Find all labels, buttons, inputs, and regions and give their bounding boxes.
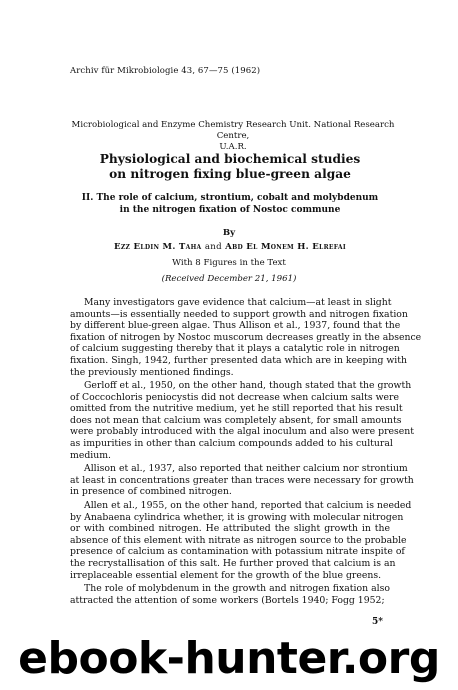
- text-line: attracted the attention of some workers (Bortels 1940; Fogg 1952;: [70, 594, 385, 606]
- title-line: on nitrogen fixing blue-green algae: [109, 167, 351, 181]
- body-paragraph: [70, 583, 390, 606]
- figures-note: With 8 Figures in the Text: [172, 258, 286, 268]
- affiliation-line: U.A.R.: [219, 142, 247, 152]
- text-line: amounts—is essentially needed to support growth and nitrogen fixation: [70, 308, 408, 320]
- text-line: does not mean that calcium was completely absent, for small amounts: [70, 414, 402, 426]
- text-line: the previously mentioned findings.: [70, 366, 234, 378]
- affiliation: [68, 120, 398, 153]
- subtitle-line: II. The role of calcium, strontium, cobalt and molybdenum: [81, 193, 379, 203]
- author-name: Abd El Monem H. Elrefai: [225, 242, 346, 252]
- text-line: Allen et al., 1955, on the other hand, reported that calcium is needed: [84, 500, 412, 511]
- paper-subtitle: [60, 192, 400, 216]
- title-line: Physiological and biochemical studies: [99, 152, 361, 166]
- text-line: absence of this element with nitrate as nitrogen source to the probable: [70, 534, 407, 546]
- text-line: of calcium suggesting thereby that it plays a catalytic role in nitrogen: [70, 343, 400, 355]
- text-line: in presence of combined nitrogen.: [70, 486, 232, 498]
- page-signature-mark: 5*: [372, 617, 383, 627]
- text-line: were probably introduced with the algal inoculum and also were present: [70, 426, 415, 438]
- journal-citation: Archiv für Mikrobiologie 43, 67—75 (1962): [70, 66, 261, 76]
- text-line: of Coccochloris peniocystis did not decrease when calcium salts were: [70, 391, 399, 403]
- body-paragraph: [70, 500, 412, 581]
- text-line: presence of calcium as contamination with potassium nitrate inspite of: [70, 546, 405, 558]
- text-line: or with combined nitrogen. He attributed the slight growth in the: [70, 523, 390, 535]
- text-line: fixation of nitrogen by Nostoc muscorum decreases greatly in the absence: [70, 331, 422, 343]
- text-line: omitted from the nutritive medium, yet he still reported that his result: [70, 403, 403, 415]
- text-line: irreplaceable essential element for the growth of the blue greens.: [70, 569, 382, 581]
- text-line: by Anabaena cylindrica whether, it is growing with molecular nitrogen: [70, 511, 404, 523]
- body-paragraph: [70, 463, 414, 498]
- by-label: By: [222, 228, 236, 238]
- text-line: fixation. Singh, 1942, further presented data which are in keeping with: [70, 354, 408, 366]
- text-line: medium.: [70, 449, 112, 461]
- affiliation-line: Microbiological and Enzyme Chemistry Research Unit. National Research Centre,: [71, 120, 395, 141]
- author-name: Ezz Eldin M. Taha: [113, 242, 202, 252]
- watermark-text: ebook-hunter.org: [18, 633, 440, 684]
- text-line: The role of molybdenum in the growth and nitrogen fixation also: [84, 583, 390, 594]
- text-line: the recrystallisation of this salt. He further proved that calcium is an: [70, 557, 396, 569]
- text-line: Allison et al., 1937, also reported that neither calcium nor strontium: [84, 463, 408, 474]
- subtitle-line: in the nitrogen fixation of Nostoc commune: [119, 205, 341, 215]
- paper-title: [60, 152, 400, 182]
- text-line: Many investigators gave evidence that calcium—at least in slight: [84, 297, 392, 308]
- text-line: by different blue-green algae. Thus Allison et al., 1937, found that the: [70, 320, 401, 332]
- received-date: (Received December 21, 1961): [161, 274, 297, 284]
- body-paragraph: [70, 297, 422, 378]
- body-paragraph: [70, 380, 415, 461]
- text-line: Gerloff et al., 1950, on the other hand, though stated that the growth: [84, 380, 412, 391]
- author-list: [60, 242, 400, 252]
- author-conjunction: and: [204, 242, 222, 252]
- text-line: as impurities in other than calcium compounds added to his cultural: [70, 437, 393, 449]
- text-line: at least in concentrations greater than traces were necessary for growth: [70, 474, 414, 486]
